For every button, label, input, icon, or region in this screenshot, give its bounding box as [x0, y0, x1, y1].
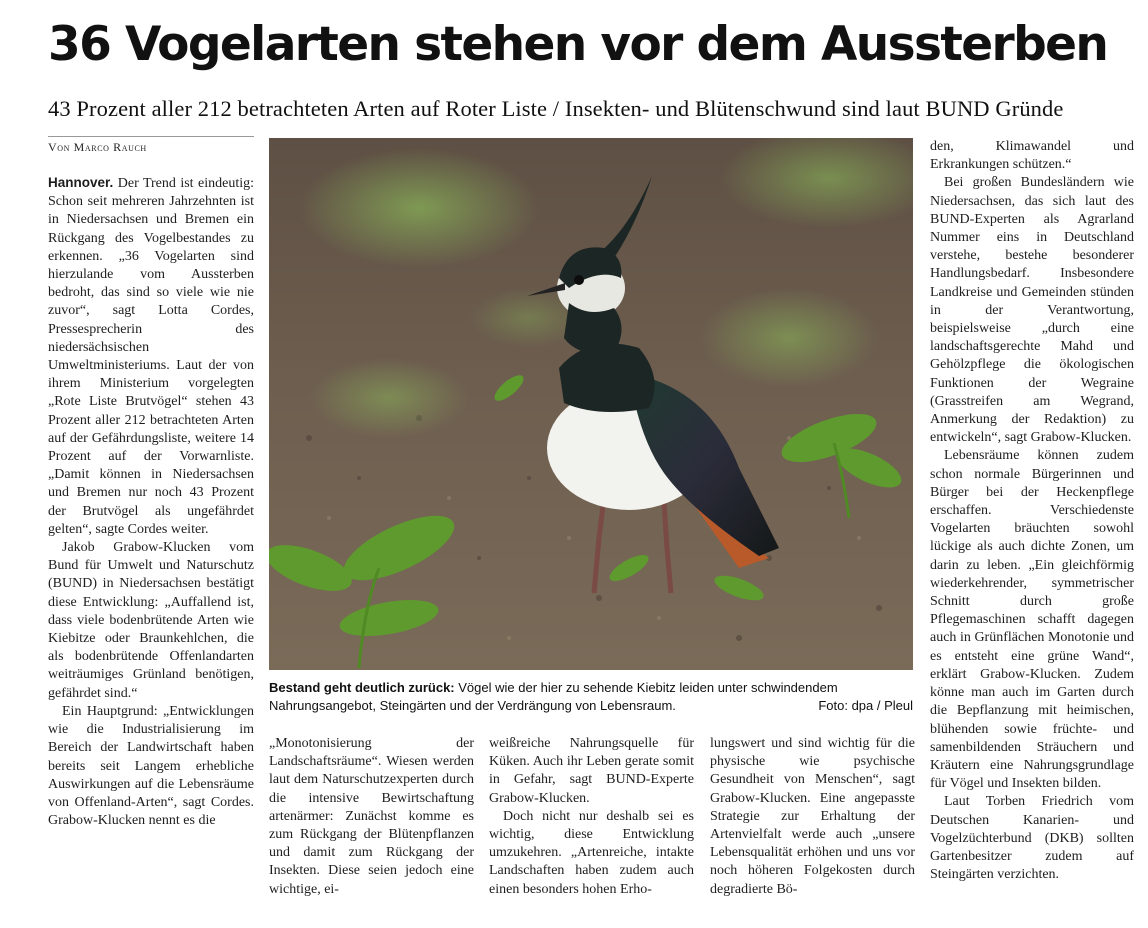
- paragraph: Ein Hauptgrund: „Entwicklungen wie die Industrialisierung im Bereich der Landwirtschaft haben bereits seit Langem erhebliche Auswirkungen auf die Lebensräume von Offenland-Arten“, sagt Cordes. Grabow-Klucken nennt es die: [48, 703, 254, 829]
- paragraph: lungswert und sind wichtig für die physische wie psychische Gesundheit von Menschen“, sagt Grabow-Klucken. Eine angepasste Strategie zur Erhaltung der Artenvielfalt werde auch „unsere Lebensqualität erhöhen und uns vor noch höheren Folgekosten durch degradierte Bö-: [710, 736, 915, 897]
- paragraph: [48, 174, 254, 539]
- paragraph: Lebensräume können zudem schon normale Bürgerinnen und Bürger bei der Heckenpflege erschaffen. Verschiedenste Vogelarten bräuchten sowohl lückige als auch dichte Zonen, um darin zu leben. „Ein gleichförmig wiederkehrender, symmetrischer Schnitt durch große Pflegemaschinen schafft dagegen auch in Grünflächen Monotonie und es entsteht eine grüne Wand“, erklärt Grabow-Klucken. Zudem könne man auch im Garten durch die Bepflanzung mit heimischen, blühenden sowie früchte- und samenbildenden Sträuchern und Kräutern eine Nahrungsgrundlage für Vögel und Insekten bilden.: [930, 448, 1134, 792]
- byline-rule: [48, 136, 254, 137]
- paragraph: Bei großen Bundesländern wie Niedersachsen, das sich laut des BUND-Experten als Agrarland Nummer eins in Deutschland verstehe, bestehe besonderer Handlungsbedarf. Insbesondere Landkreise und Gemeinden stünden in der Verantwortung, beispielsweise „durch eine landschaftsgerechte Mahd und Gehölzpflege die ökologischen Funktionen der Wegraine (Grasstreifen am Wegrand, Anmerkung der Redaktion) zu entwickeln“, sagt Grabow-Klucken.: [930, 175, 1134, 446]
- lapwing-photo-illustration: [269, 138, 913, 670]
- article-column-4: [710, 735, 915, 899]
- photo-caption: [269, 679, 913, 715]
- subheadline: 43 Prozent aller 212 betrachteten Arten auf Roter Liste / Insekten- und Blütenschwund sind laut BUND Gründe: [48, 96, 1064, 121]
- article-photo: [269, 138, 913, 670]
- dateline: Hannover.: [48, 175, 114, 190]
- article-column-2: [269, 735, 474, 899]
- caption-lead: Bestand geht deutlich zurück:: [269, 680, 455, 695]
- article-column-5: [930, 138, 1134, 884]
- paragraph: den, Klimawandel und Erkrankungen schützen.“: [930, 139, 1134, 173]
- byline: Von Marco Rauch: [48, 140, 147, 154]
- paragraph: Jakob Grabow-Klucken vom Bund für Umwelt und Naturschutz (BUND) in Niedersachsen bestätigt diese Entwicklung: „Auffallend ist, dass viele bodenbrütende Arten wie Kiebitze oder Braunkehlchen, die als bodenbrütende Offenlandarten weiträumiges Grünland benötigen, gefährdet sind.“: [48, 540, 254, 701]
- paragraph: „Monotonisierung der Landschaftsräume“. Wiesen werden laut dem Naturschutzexperten durch die intensive Bewirtschaftung artenärmer: Zunächst komme es zum Rückgang der Blütenpflanzen und damit zum Rückgang der Insekten. Diese seien jedoch eine wichtige, ei-: [269, 736, 474, 897]
- headline: 36 Vogelarten stehen vor dem Aussterben: [48, 17, 1108, 72]
- paragraph: Laut Torben Friedrich vom Deutschen Kanarien- und Vogelzüchterbund (DKB) sollten Gartenbesitzer zudem auf Steingärten verzichten.: [930, 794, 1134, 883]
- paragraph: Doch nicht nur deshalb sei es wichtig, diese Entwicklung umzukehren. „Artenreiche, intakte Landschaften haben zudem auch einen besonders hohen Erho-: [489, 808, 694, 897]
- article-column-3: [489, 735, 694, 899]
- paragraph-text: Der Trend ist eindeutig: Schon seit mehreren Jahrzehnten ist in Niedersachsen und Bremen ein Rückgang des Vogelbestandes zu erkennen. „36 Vogelarten sind hierzulande vom Aussterben bedroht, das sind so viele wie nie zuvor“, sagt Lotta Cordes, Pressesprecherin des niedersächsischen Umweltministeriums. Laut der von ihrem Ministerium vorgelegten „Rote Liste Brutvögel“ stehen 43 Prozent aller 212 betrachteten Arten auf der Gefährdungsliste, weitere 14 Prozent auf der Vorwarnliste. „Damit können in Niedersachsen und Bremen nur noch 43 Prozent der Brutvögel als ungefährdet gelten“, sagte Cordes weiter.: [48, 176, 255, 537]
- caption-text: Vögel wie der hier zu sehende Kiebitz leiden unter schwindendem Nahrungsangebot, Steingärten und der Verdrängung von Lebensraum.: [269, 680, 838, 713]
- photo-credit: Foto: dpa / Pleul: [818, 698, 913, 713]
- paragraph: weißreiche Nahrungsquelle für Küken. Auch ihr Leben gerate somit in Gefahr, sagt BUND-Experte Grabow-Klucken.: [489, 736, 694, 806]
- article-column-1: [48, 174, 254, 830]
